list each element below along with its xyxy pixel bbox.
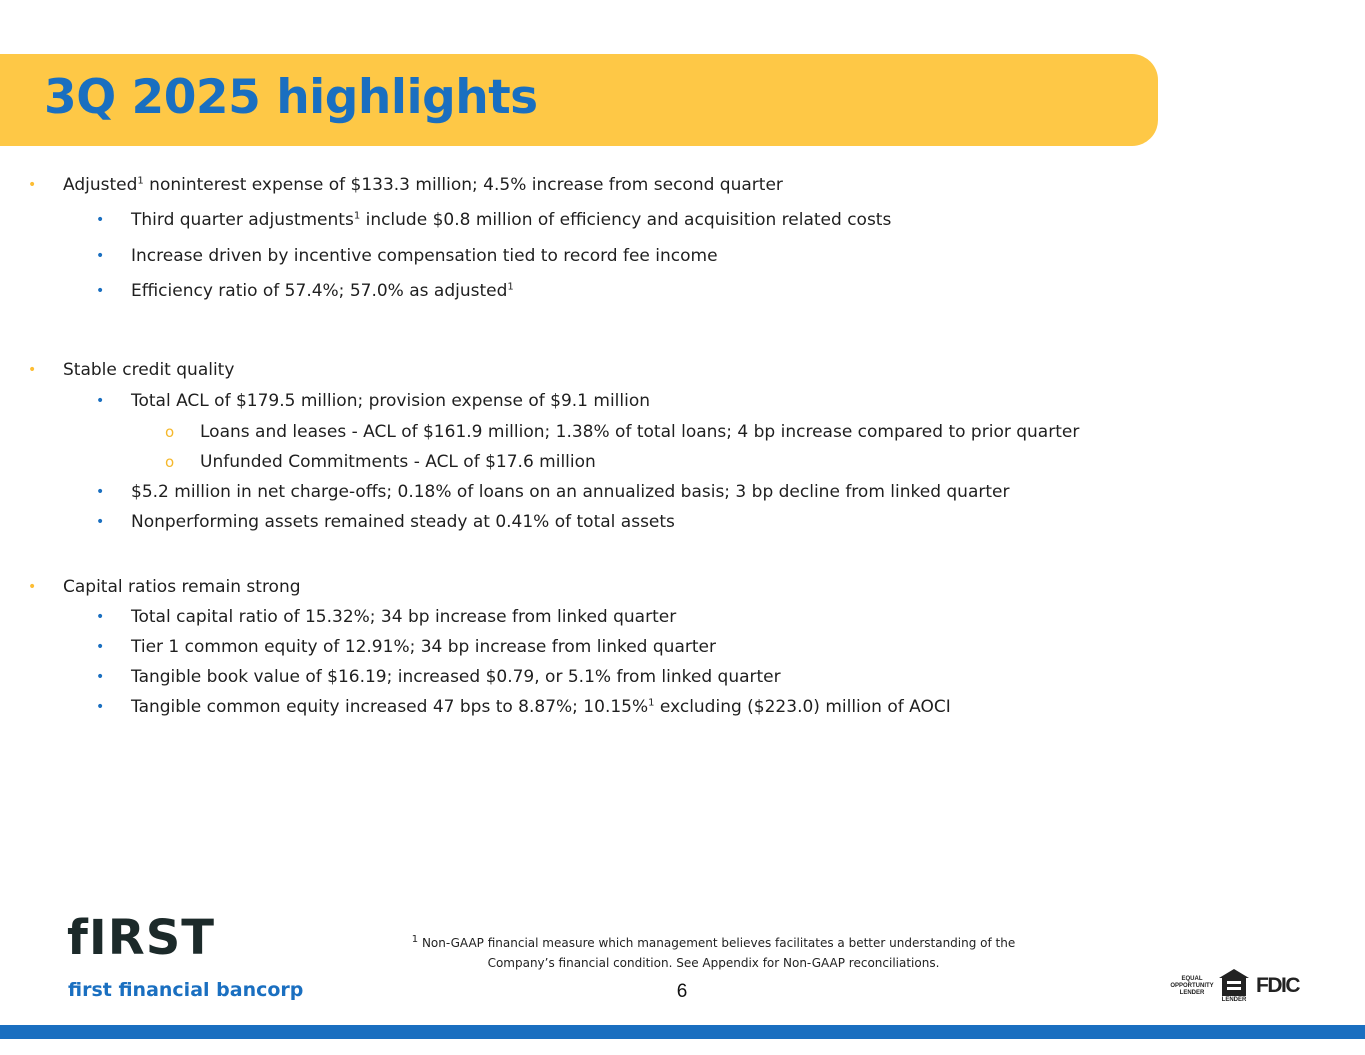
footnote-ref: 1 bbox=[137, 175, 144, 187]
bullet-marker: • bbox=[96, 484, 105, 500]
footnote-line-2: Company’s financial condition. See Appendix for Non-GAAP reconciliations. bbox=[487, 956, 940, 970]
bullet-marker: • bbox=[96, 669, 105, 685]
bullet-marker: o bbox=[165, 453, 175, 471]
company-logo bbox=[63, 910, 304, 1005]
sub-bullet-tier1: • Tier 1 common equity of 12.91%; 34 bp increase from linked quarter bbox=[96, 637, 716, 657]
title-banner bbox=[0, 54, 1158, 146]
footnote-ref: 1 bbox=[353, 210, 361, 222]
bullet-marker: • bbox=[96, 514, 105, 530]
sub-bullet-tangible-equity: • Tangible common equity increased 47 bps to 8.87%; 10.15%$^1$ excluding ($223.0) million of AOCI bbox=[96, 697, 951, 717]
bottom-accent-bar bbox=[0, 1025, 1365, 1039]
bullet-marker: • bbox=[28, 579, 37, 595]
page-title: 3Q 2025 highlights bbox=[44, 70, 538, 125]
bullet-capital-ratios: • Capital ratios remain strong bbox=[28, 577, 301, 597]
footnote-ref: 1 bbox=[648, 697, 655, 709]
bullet-marker: • bbox=[28, 362, 37, 378]
bullet-marker: • bbox=[96, 212, 105, 228]
bullet-marker: • bbox=[96, 248, 105, 264]
sub-sub-bullet-unfunded: o Unfunded Commitments - ACL of $17.6 million bbox=[165, 452, 596, 472]
sub-bullet-efficiency: • Efficiency ratio of 57.4%; 57.0% as adjusted$^1$ bbox=[96, 281, 514, 301]
bullet-marker: • bbox=[96, 699, 105, 715]
bullet-marker: • bbox=[96, 639, 105, 655]
bullet-marker: o bbox=[165, 423, 175, 441]
sub-bullet-charge-offs: • $5.2 million in net charge-offs; 0.18% of loans on an annualized basis; 3 bp decline from linked quarter bbox=[96, 482, 1010, 502]
logo-wordmark: fIRST bbox=[67, 910, 216, 966]
equal-opportunity-lender-badge: EQUAL OPPORTUNITY LENDER bbox=[1170, 976, 1214, 996]
fdic-logo: FDIC bbox=[1256, 974, 1299, 997]
bullet-marker: • bbox=[28, 177, 37, 193]
bullet-marker: • bbox=[96, 283, 105, 299]
sub-sub-bullet-loans-leases: o Loans and leases - ACL of $161.9 million; 1.38% of total loans; 4 bp increase compared to prior quarter bbox=[165, 422, 1080, 442]
logo-company-name: first financial bancorp bbox=[68, 979, 304, 1001]
sub-bullet-total-capital: • Total capital ratio of 15.32%; 34 bp increase from linked quarter bbox=[96, 607, 677, 627]
sub-bullet-nonperforming: • Nonperforming assets remained steady at 0.41% of total assets bbox=[96, 512, 675, 532]
bullet-marker: • bbox=[96, 609, 105, 625]
sub-bullet-adjustments: • Third quarter adjustments$^1$ include $0.8 million of efficiency and acquisition related costs bbox=[96, 210, 892, 230]
sub-bullet-incentive: • Increase driven by incentive compensation tied to record fee income bbox=[96, 246, 718, 266]
footnote-ref: 1 bbox=[507, 281, 514, 293]
page-number: 6 bbox=[676, 981, 688, 1002]
footnote-line-1: $^1$ Non-GAAP financial measure which management believes facilitates a better understanding of the bbox=[411, 934, 1016, 950]
sub-bullet-tangible-book: • Tangible book value of $16.19; increased $0.79, or 5.1% from linked quarter bbox=[96, 667, 781, 687]
sub-bullet-total-acl: • Total ACL of $179.5 million; provision expense of $9.1 million bbox=[96, 391, 651, 411]
bullet-marker: • bbox=[96, 393, 105, 409]
footnote bbox=[400, 933, 1027, 973]
bullet-adjusted-expense: • Adjusted$^1$ noninterest expense of $133.3 million; 4.5% increase from second quarter bbox=[28, 175, 783, 195]
bullet-credit-quality: • Stable credit quality bbox=[28, 360, 235, 380]
regulatory-badges bbox=[1168, 968, 1303, 1008]
housing-lender-label: LENDER bbox=[1221, 997, 1247, 1003]
